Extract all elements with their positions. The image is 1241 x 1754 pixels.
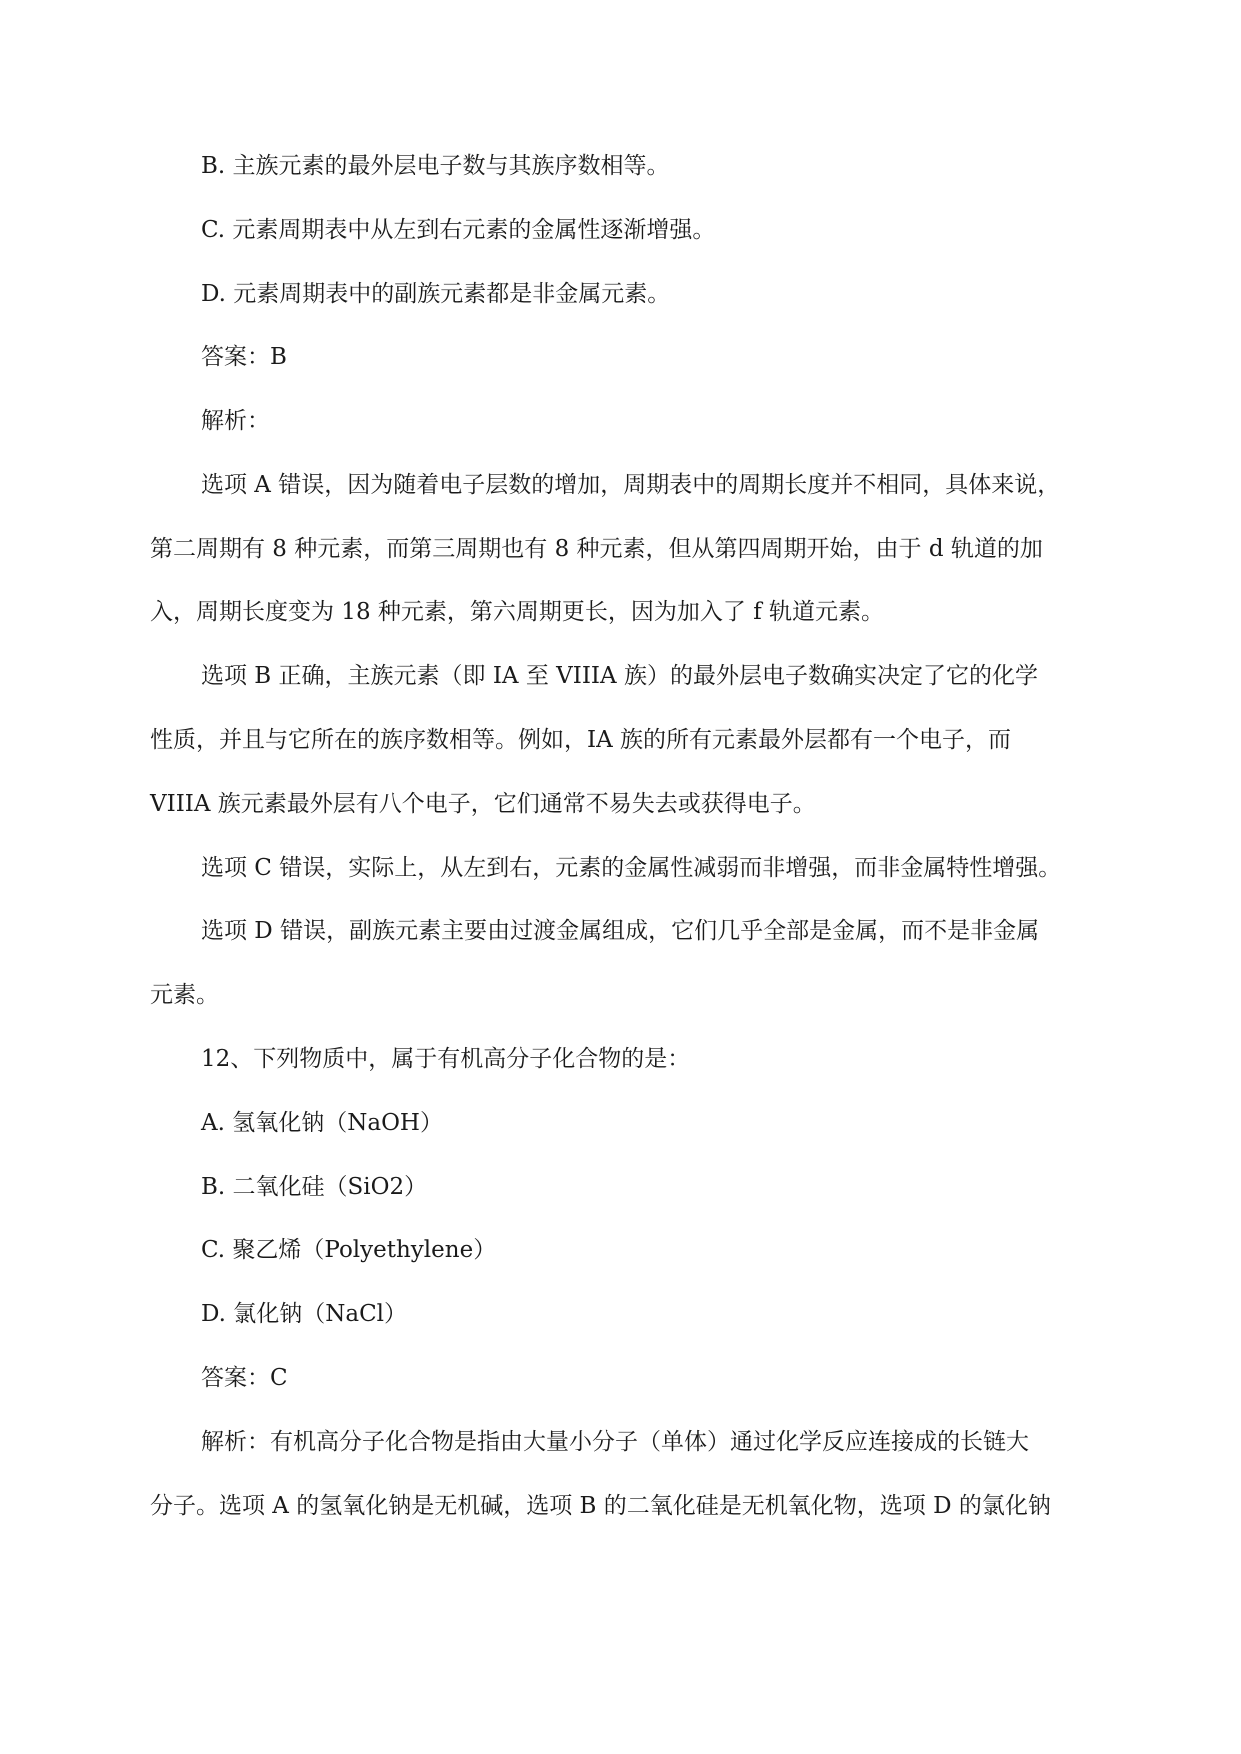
q11-analysis-d-line: 元素。 bbox=[150, 982, 219, 1008]
q11-analysis-b-line: VIIIA 族元素最外层有八个电子，它们通常不易失去或获得电子。 bbox=[150, 791, 816, 817]
q11-analysis-b-line: 性质，并且与它所在的族序数相等。例如，IA 族的所有元素最外层都有一个电子，而 bbox=[150, 727, 1012, 753]
q11-answer: 答案：B bbox=[201, 344, 287, 370]
q12-analysis-line: 分子。选项 A 的氢氧化钠是无机碱，选项 B 的二氧化硅是无机氧化物，选项 D 的氯化钠 bbox=[150, 1493, 1051, 1519]
q11-option-d: D. 元素周期表中的副族元素都是非金属元素。 bbox=[201, 281, 671, 307]
q11-analysis-a-line: 入，周期长度变为 18 种元素，第六周期更长，因为加入了 f 轨道元素。 bbox=[150, 599, 885, 625]
q12-question: 12、下列物质中，属于有机高分子化合物的是： bbox=[201, 1046, 691, 1072]
q11-analysis-c-line: 选项 C 错误，实际上，从左到右，元素的金属性减弱而非增强，而非金属特性增强。 bbox=[201, 855, 1062, 881]
q12-option-a: A. 氢氧化钠（NaOH） bbox=[201, 1110, 443, 1136]
q11-analysis-a-line: 第二周期有 8 种元素，而第三周期也有 8 种元素，但从第四周期开始，由于 d 轨道的加 bbox=[150, 536, 1043, 562]
q11-analysis-b-line: 选项 B 正确，主族元素（即 IA 至 VIIIA 族）的最外层电子数确实决定了它的化学 bbox=[201, 663, 1038, 689]
q12-option-d: D. 氯化钠（NaCl） bbox=[201, 1301, 408, 1327]
q11-analysis-a-line: 选项 A 错误，因为随着电子层数的增加，周期表中的周期长度并不相同，具体来说， bbox=[201, 472, 1061, 498]
q12-option-c: C. 聚乙烯（Polyethylene） bbox=[201, 1237, 497, 1263]
q11-analysis-d-line: 选项 D 错误，副族元素主要由过渡金属组成，它们几乎全部是金属，而不是非金属 bbox=[201, 918, 1040, 944]
q12-answer: 答案：C bbox=[201, 1365, 288, 1391]
q12-analysis-line: 解析：有机高分子化合物是指由大量小分子（单体）通过化学反应连接成的长链大 bbox=[201, 1429, 1029, 1455]
q11-option-c: C. 元素周期表中从左到右元素的金属性逐渐增强。 bbox=[201, 217, 716, 243]
q11-analysis-heading: 解析： bbox=[201, 408, 270, 434]
q11-option-b: B. 主族元素的最外层电子数与其族序数相等。 bbox=[201, 153, 670, 179]
q12-option-b: B. 二氧化硅（SiO2） bbox=[201, 1174, 428, 1200]
